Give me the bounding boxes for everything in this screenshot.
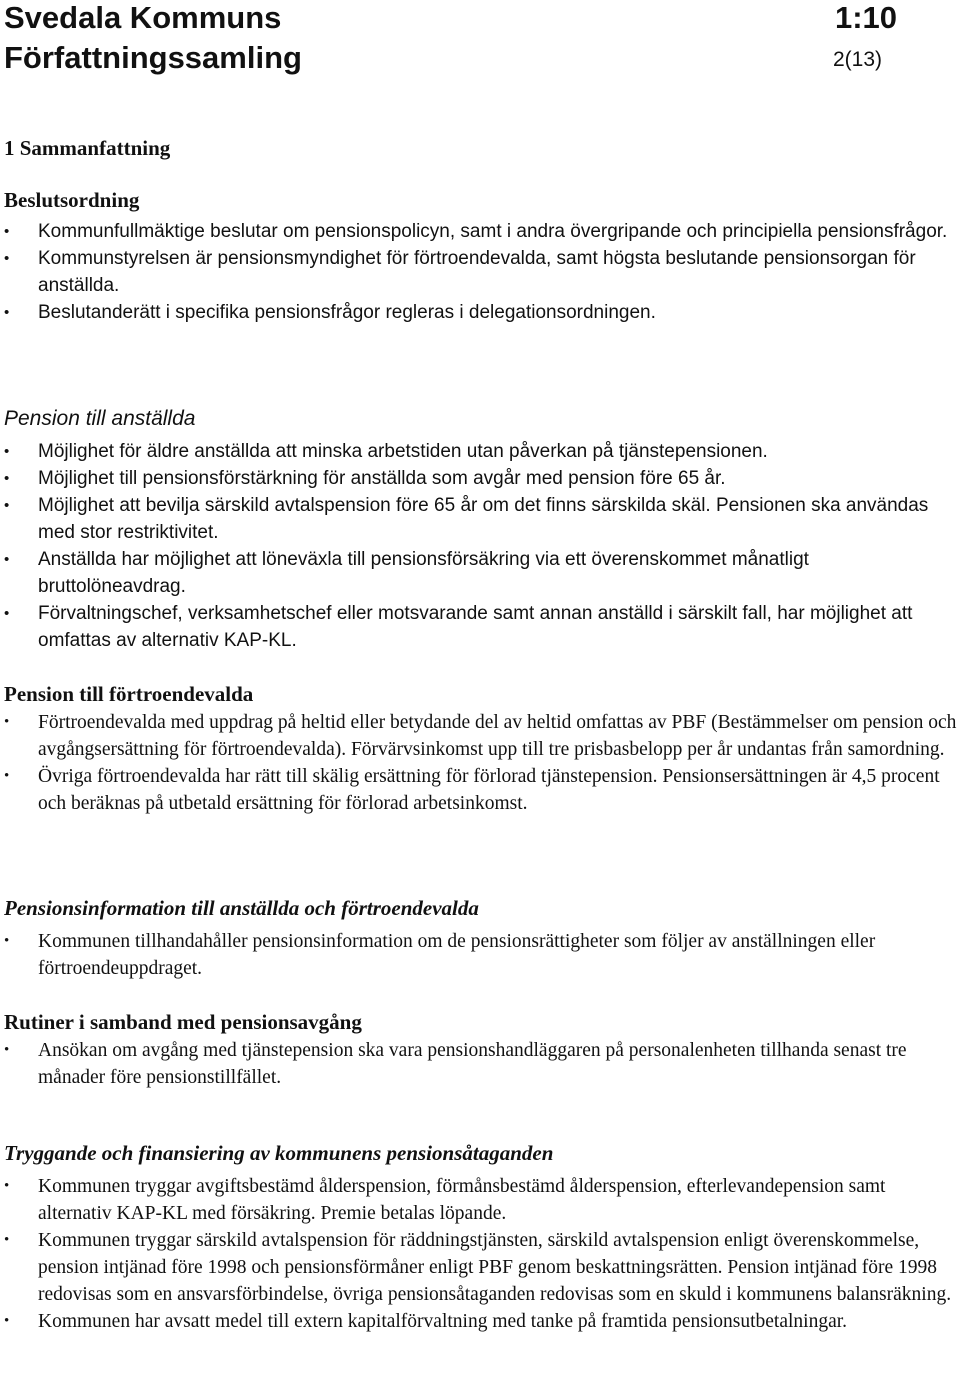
list-pension-fortroendevalda — [0, 709, 958, 817]
collection-title: Författningssamling — [4, 40, 302, 75]
section-heading-pension-anstallda: Pension till anställda — [4, 407, 196, 430]
list-item: • Beslutanderätt i specifika pensionsfrågor regleras i delegationsordningen. — [0, 299, 958, 326]
section-heading-beslutsordning: Beslutsordning — [4, 188, 140, 212]
list-item: • Kommunen tryggar avgiftsbestämd ålderspension, förmånsbestämd ålderspension, efterlevandepension samt alternativ KAP-KL med försäkring. Premie betalas löpande. — [0, 1173, 958, 1227]
list-item: • Kommunen har avsatt medel till extern kapitalförvaltning med tanke på framtida pensionsutbetalningar. — [0, 1308, 958, 1335]
section-heading-pension-fortroendevalda: Pension till förtroendevalda — [4, 682, 254, 706]
organization-name: Svedala Kommuns — [4, 0, 282, 35]
list-beslutsordning — [0, 218, 958, 326]
list-rutiner — [0, 1037, 958, 1091]
list-item: • Förtroendevalda med uppdrag på heltid eller betydande del av heltid omfattas av PBF (Bestämmelser om pension och avgångsersättning för förtroendevalda). Förvärvsinkomst upp till tre prisbasbelopp per år undantas från samordning. — [0, 709, 958, 763]
list-item: • Förvaltningschef, verksamhetschef eller motsvarande samt annan anställd i särskilt fall, har möjlighet att omfattas av alternativ KAP-KL. — [0, 600, 958, 654]
list-item: • Anställda har möjlighet att löneväxla till pensionsförsäkring via ett överenskommet månatligt bruttolöneavdrag. — [0, 546, 958, 600]
list-item: • Kommunfullmäktige beslutar om pensionspolicyn, samt i andra övergripande och principiella pensionsfrågor. — [0, 218, 958, 245]
list-item: • Möjlighet till pensionsförstärkning för anställda som avgår med pension före 65 år. — [0, 465, 958, 492]
section-heading-pensionsinformation: Pensionsinformation till anställda och förtroendevalda — [4, 896, 479, 920]
list-item: • Kommunen tillhandahåller pensionsinformation om de pensionsrättigheter som följer av anställningen eller förtroendeuppdraget. — [0, 928, 958, 982]
section-heading-summary: 1 Sammanfattning — [4, 136, 171, 160]
list-item: • Övriga förtroendevalda har rätt till skälig ersättning för förlorad tjänstepension. Pensionsersättningen är 4,5 procent och beräknas på utbetald ersättning för förlorad arbetsinkomst. — [0, 763, 958, 817]
list-item: • Kommunen tryggar särskild avtalspension för räddningstjänsten, särskild avtalspension enligt överenskommelse, pension intjänad före 1998 och pensionsförmåner enligt PBF genom beskattningsrätten. Pension intjänad före 1998 redovisas som en ansvarsförbindelse, övriga pensionsåtaganden redovisas som en skuld i kommunens balansräkning. — [0, 1227, 958, 1308]
list-pension-anstallda — [0, 438, 958, 654]
section-heading-tryggande: Tryggande och finansiering av kommunens pensionsåtaganden — [4, 1141, 554, 1165]
page-number: 2(13) — [832, 48, 882, 71]
list-item: • Möjlighet att bevilja särskild avtalspension före 65 år om det finns särskilda skäl. Pensionen ska användas med stor restriktivitet. — [0, 492, 958, 546]
list-pensionsinformation — [0, 928, 958, 982]
section-heading-rutiner: Rutiner i samband med pensionsavgång — [4, 1010, 362, 1034]
list-tryggande — [0, 1173, 958, 1335]
list-item: • Möjlighet för äldre anställda att minska arbetstiden utan påverkan på tjänstepensionen. — [0, 438, 958, 465]
list-item: • Kommunstyrelsen är pensionsmyndighet för förtroendevalda, samt högsta beslutande pensionsorgan för anställda. — [0, 245, 958, 299]
document-number: 1:10 — [834, 0, 897, 35]
list-item: • Ansökan om avgång med tjänstepension ska vara pensionshandläggaren på personalenheten tillhanda senast tre månader före pensionstillfället. — [0, 1037, 958, 1091]
